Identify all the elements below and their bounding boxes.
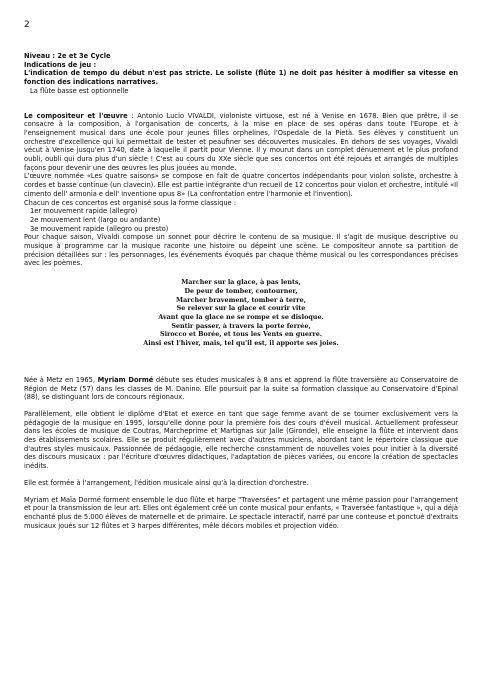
poem-line: Marcher sur la glace, à pas lents, <box>181 278 301 287</box>
movement-item: 3e mouvement rapide (allegro ou presto) <box>30 224 169 233</box>
play-indications-text: L'indication de tempo du début n'est pas stricte. Le soliste (flûte 1) ne doit pas hésiter à modifier sa vitesse en fonction des indications narratives. <box>24 69 458 87</box>
poem-line: Sirocco et Borée, et tous les Vents en guerre. <box>159 330 323 339</box>
movement-item: 1er mouvement rapide (allegro) <box>30 207 138 216</box>
winter-poem <box>24 278 458 348</box>
composer-heading: Le compositeur et l'œuvre <box>24 111 128 120</box>
arranger-intro: Née à Metz en 1965, <box>24 375 98 384</box>
arranger-bio: débute ses études musicales à 8 ans et apprend la flûte traversière au Conservatoire de Région de Metz (57) dans les classes de M. Danino. Elle poursuit par la suite sa formation classique au Conservatoire d'Epinal (88), se distinguant lors de concours régionaux. <box>24 375 458 402</box>
movements-intro: Chacun de ces concertos est organisé sous la forme classique : <box>24 198 237 207</box>
document-body <box>24 52 458 530</box>
arranger-name: Myriam Dormé <box>97 375 154 384</box>
poem-line: Ainsi est l'hiver, mais, tel qu'il est, il apporte ses joies. <box>143 339 339 348</box>
page-number: 2 <box>24 20 30 30</box>
level-label: Niveau : 2e et 3e Cycle <box>24 52 111 60</box>
bass-flute-note: La flûte basse est optionnelle <box>30 86 129 95</box>
seasons-paragraph: L'œuvre nommée «Les quatre saisons» se compose en fait de quatre concertos indépendants pour violon soliste, orchestre à cordes et basse continue (un clavecin). Elle est partie intégrante d'un recueil de 12 concertos pour violon et orchestre, intitulé «Il cimento dell' armonia e dell' inventione opus 8» (La confrontation entre l'harmonie et l'invention). <box>24 172 458 198</box>
sonnet-paragraph: Pour chaque saison, Vivaldi compose un sonnet pour décrire le contenu de sa musique. Il s'agit de musique descriptive ou musique à programme car la musique raconte une histoire ou dépeint une scène. Le compositeur annote sa partition de précision détaillées sur : les personnages, les événements évoqués par chaque thème musical ou les correspondances précises avec les poèmes. <box>24 233 458 268</box>
poem-line: De peur de tomber, contourner, <box>184 286 298 295</box>
composer-text: : Antonio Lucio VIVALDI, violoniste virtuose, est né à Venise en 1678. Bien que prêtre, il se consacre à la composition, à l'organisation de concerts, à la mise en place de ses opéras dans toute l'Europe et à l'enseignement musical dans une école pour jeunes filles orphelines, l'Ospedale de la Pietà. Ses élèves y constituent un orchestre d'excellence qui lui permettait de tester et peaufiner ses découvertes musicales. En dehors de ses voyages, Vivaldi vécut à Venise jusqu'en 1740, date à laquelle il partit pour Vienne. Il y mourut dans un complet dénuement et le plus profond oubli, oubli qui dura plus d'un siècle ! C'est au cours du XXe siècle que ses concertos ont été rejoués et arrangés de multiples façons pour devenir une des œuvres les plus jouées au monde. <box>24 111 458 172</box>
play-indications-heading: Indications de jeu : <box>24 60 97 69</box>
composer-paragraph <box>24 112 458 173</box>
duo-paragraph: Myriam et Maïa Dormé forment ensemble le duo flûte et harpe "Traversées" et partagent une même passion pour l'arrangement et pour la transmission de leur art. Elles ont également créé un conte musical pour enfants, « Traversée fantastique », qui a déjà enchanté plus de 5.000 élèves de maternelle et de primaire. Le spectacle interactif, narré par une conteuse et ponctué d'extraits musicaux joués sur 12 flûtes et 3 harpes différentes, mêle décors mobiles et projection vidéo. <box>24 495 458 530</box>
arranger-paragraph <box>24 376 458 402</box>
movement-item: 2e mouvement lent (largo ou andante) <box>30 215 161 224</box>
poem-line: Marcher bravement, tomber à terre, <box>176 295 306 304</box>
poem-line: Se relever sur la glace et courir vite <box>176 304 306 313</box>
poem-line: Avant que la glace ne se rompe et se disloque. <box>158 312 324 321</box>
pedagogy-paragraph: Parallèlement, elle obtient le diplôme d'Etat et exerce en tant que sage femme avant de se tourner exclusivement vers la pédagogie de la musique en 1995, lorsqu'elle donne pour la première fois des cours d'éveil musical. Actuellement professeur dans les écoles de musique de Coutras, Marcheprime et Martignas sur Jalle (Gironde), elle enseigne la flûte et intervient dans des établissements scolaires. Elle se produit régulièrement avec d'autres musiciens, abordant tant le répertoire classique que d'autres styles musicaux. Passionnée de pédagogie, elle recherche constamment de nouvelles voies pour initier à la diversité des discours musicaux : par l'écriture d'œuvres didactiques, l'adaptation de pièces variées, ou encore la création de spectacles inédits. <box>24 409 458 471</box>
poem-line: Sentir passer, à travers la porte ferrée, <box>171 321 311 330</box>
training-paragraph: Elle est formée à l'arrangement, l'édition musicale ainsi qu'à la direction d'orchestre. <box>24 478 309 487</box>
